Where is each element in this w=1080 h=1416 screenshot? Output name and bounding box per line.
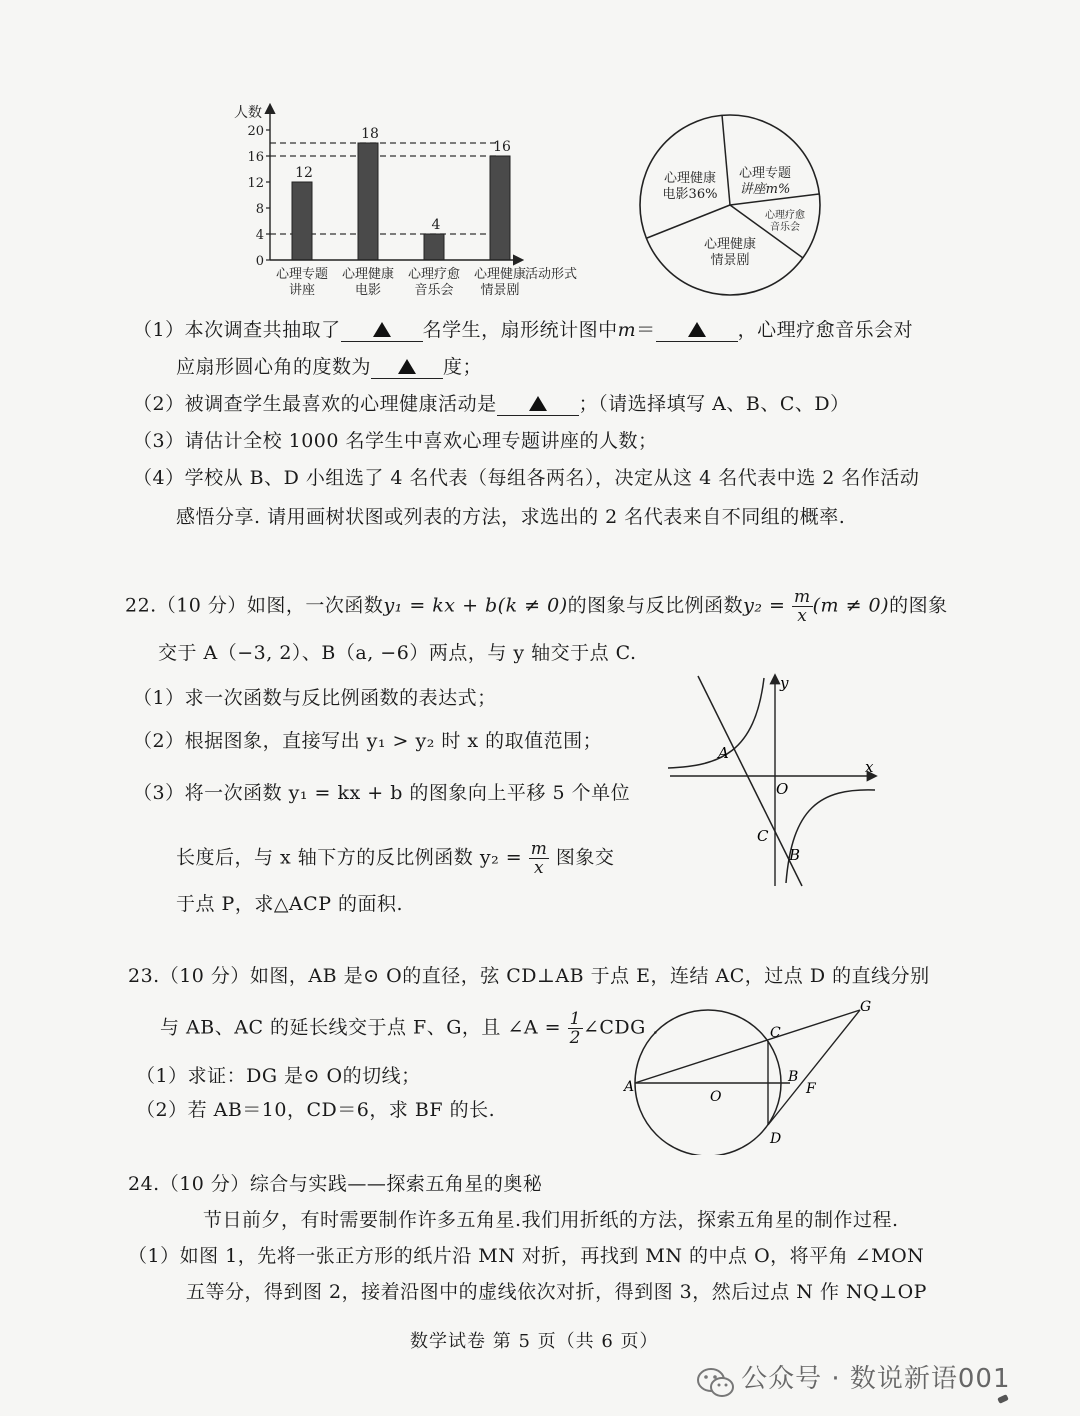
bar [292, 182, 312, 260]
watermark-text: 公众号 · 数说新语001 [741, 1364, 1011, 1394]
q22-part1: （1）求一次函数与反比例函数的表达式； [133, 687, 497, 709]
y-tick-label: 16 [247, 150, 264, 165]
y-tick-label: 12 [247, 176, 264, 191]
q21-part1-line1 [133, 317, 913, 344]
q22-p3b-b: 图象交 [555, 846, 615, 869]
q22-p3b-a: 长度后，与 x 轴下方的反比例函数 y₂ = [176, 846, 523, 869]
triangle-icon [529, 396, 547, 411]
pie-label-movie-2: 电影36% [662, 187, 718, 202]
q21-p1-text-d: ，心理疗愈音乐会对 [737, 319, 914, 341]
q22-p3-fraction [529, 840, 550, 877]
label-b: B [789, 846, 801, 864]
q22-cond: (m ≠ 0) [812, 594, 890, 617]
q22-p3-frac-den: x [533, 858, 545, 878]
pie-label-music-2: 音乐会 [770, 222, 800, 233]
y-tick-label: 4 [255, 228, 264, 243]
x-tick-label: 情景剧 [480, 283, 520, 298]
q21-p1-text-f: 度； [443, 356, 483, 378]
bar-value-label: 18 [361, 126, 379, 142]
x-tick-label: 心理健康 [473, 267, 527, 282]
q24-part1-line1: （1）如图 1，先将一张正方形的纸片沿 MN 对折，再找到 MN 的中点 O，将平角 ∠MON [128, 1245, 925, 1267]
q22-fraction [792, 588, 813, 625]
x-tick-label: 心理专题 [275, 267, 329, 282]
x-tick-label: 音乐会 [414, 283, 454, 298]
bar-value-label: 4 [431, 217, 441, 233]
q21-p1-m: m [617, 319, 637, 341]
tangent-dg [768, 1010, 860, 1125]
x-tick-label: 电影 [354, 283, 382, 298]
x-tick-label: 心理疗愈 [407, 267, 461, 282]
label-y: y [780, 674, 789, 692]
q23-stem-a: 与 AB、AC 的延长线交于点 F、G，且 ∠A = [160, 1016, 562, 1039]
q21-part3: （3）请估计全校 1000 名学生中喜欢心理专题讲座的人数； [133, 430, 658, 452]
q21-p1-blank2[interactable] [656, 315, 738, 342]
q22-stem-e: 的图象 [889, 594, 948, 617]
label-c: C [770, 1025, 781, 1041]
q21-part4-line1: （4）学校从 B、D 小组选了 4 名代表（每组各两名），决定从这 4 名代表中选 2 名作活动 [133, 467, 920, 489]
q21-p1-blank3[interactable] [371, 352, 443, 379]
q21-p2-blank[interactable] [497, 389, 579, 416]
y-axis-title: 人数 [234, 105, 262, 121]
y-tick-label: 8 [255, 202, 264, 217]
q22-part3-line2 [176, 840, 614, 877]
watermark [696, 1358, 1011, 1400]
q23-part1: （1）求证：DG 是⊙ O的切线； [136, 1065, 421, 1087]
q22-y2: y₂ [743, 594, 763, 617]
triangle-icon [373, 322, 391, 337]
q22-stem-a: 22.（10 分）如图，一次函数 [125, 594, 384, 617]
hyperbola-branch-upper [668, 678, 764, 768]
q23-stem-line2 [160, 1010, 659, 1047]
label-b: B [788, 1069, 799, 1085]
q21-part2 [133, 391, 850, 418]
q24-part1-line2: 五等分，得到图 2，接着沿图中的虚线依次对折，得到图 3，然后过点 N 作 NQ⊥OP [186, 1281, 927, 1303]
bar [424, 234, 444, 260]
pie-chart [635, 110, 825, 300]
y-tick-label: 0 [255, 254, 264, 269]
q22-stem-line2: 交于 A（−3, 2）、B（a, −6）两点，与 y 轴交于点 C. [158, 642, 637, 664]
q21-p1-text-b: 名学生，扇形统计图中 [422, 319, 618, 341]
pie-divider-left [647, 205, 730, 238]
q23-circle-figure [620, 995, 890, 1155]
page-footer: 数学试卷 第 5 页（共 6 页） [410, 1331, 659, 1352]
pie-label-lecture-1: 心理专题 [738, 166, 792, 181]
q22-frac-den: x [797, 606, 808, 626]
label-c: C [757, 827, 769, 845]
triangle-icon [688, 322, 706, 337]
q22-stem-c: 的图象与反比例函数 [567, 594, 744, 617]
label-o: O [776, 780, 789, 798]
label-x: x [865, 758, 874, 776]
q23-frac-den: 2 [569, 1028, 581, 1048]
q22-eq: = [762, 594, 792, 617]
x-tick-label: 心理健康 [341, 267, 395, 282]
q22-function-graph [660, 668, 890, 893]
bar [358, 143, 378, 260]
bar [490, 156, 510, 260]
q21-p1-text-e: 应扇形圆心角的度数为 [176, 356, 372, 378]
pie-divider-top [722, 115, 730, 205]
pie-label-drama-2: 情景剧 [710, 253, 750, 268]
y-tick-label: 20 [247, 124, 264, 139]
triangle-icon [398, 359, 416, 374]
q21-part1-line2 [176, 354, 482, 381]
label-a: A [718, 744, 729, 762]
hyperbola-branch-lower [786, 790, 875, 883]
pie-label-music-1: 心理疗愈 [765, 210, 805, 221]
label-f: F [806, 1081, 816, 1097]
bar-chart [220, 95, 600, 305]
label-o: O [710, 1089, 722, 1105]
bar-value-label: 16 [493, 139, 511, 155]
pie-label-movie-1: 心理健康 [663, 171, 717, 186]
x-axis-title: 活动形式 [525, 267, 578, 282]
q22-frac-num: m [794, 587, 811, 607]
q21-p2-text-a: （2）被调查学生最喜欢的心理健康活动是 [133, 393, 497, 415]
q22-part3-line1: （3）将一次函数 y₁ = kx + b 的图象向上平移 5 个单位 [133, 782, 631, 804]
q23-stem-b: ∠CDG . [582, 1016, 659, 1039]
bar-value-label: 12 [295, 165, 313, 181]
q23-fraction [568, 1010, 583, 1047]
label-d: D [770, 1131, 782, 1147]
q21-p1-eq: ＝ [636, 319, 656, 341]
q21-p2-text-b: ；（请选择填写 A、B、C、D） [578, 393, 850, 415]
q22-part3-line3: 于点 P，求△ACP 的面积. [176, 893, 404, 915]
q21-p1-text-a: （1）本次调查共抽取了 [133, 319, 341, 341]
pie-label-drama-1: 心理健康 [703, 237, 757, 252]
q22-part2: （2）根据图象，直接写出 y₁ > y₂ 时 x 的取值范围； [133, 730, 603, 752]
label-g: G [860, 999, 872, 1015]
pie-label-lecture-2: 讲座m% [739, 182, 791, 197]
q24-title: 24.（10 分）综合与实践——探索五角星的奥秘 [128, 1173, 543, 1195]
q21-p1-blank1[interactable] [341, 315, 423, 342]
q24-intro: 节日前夕，有时需要制作许多五角星.我们用折纸的方法，探索五角星的制作过程. [203, 1209, 899, 1231]
q23-frac-num: 1 [569, 1009, 581, 1029]
q21-part4-line2: 感悟分享. 请用画树状图或列表的方法，求选出的 2 名代表来自不同组的概率. [176, 506, 846, 528]
wechat-icon [696, 1366, 736, 1400]
q22-p3-frac-num: m [530, 839, 548, 859]
q23-part2: （2）若 AB＝10，CD＝6，求 BF 的长. [136, 1099, 496, 1121]
label-a: A [624, 1079, 635, 1095]
q22-stem-line1 [125, 588, 948, 625]
q22-linear-expr: = kx + b(k ≠ 0) [402, 594, 568, 617]
x-tick-label: 讲座 [288, 283, 316, 298]
q23-stem-line1: 23.（10 分）如图，AB 是⊙ O的直径，弦 CD⊥AB 于点 E，连结 AC，过点 D 的直线分别 [128, 965, 930, 987]
q22-y1: y₁ [383, 594, 403, 617]
